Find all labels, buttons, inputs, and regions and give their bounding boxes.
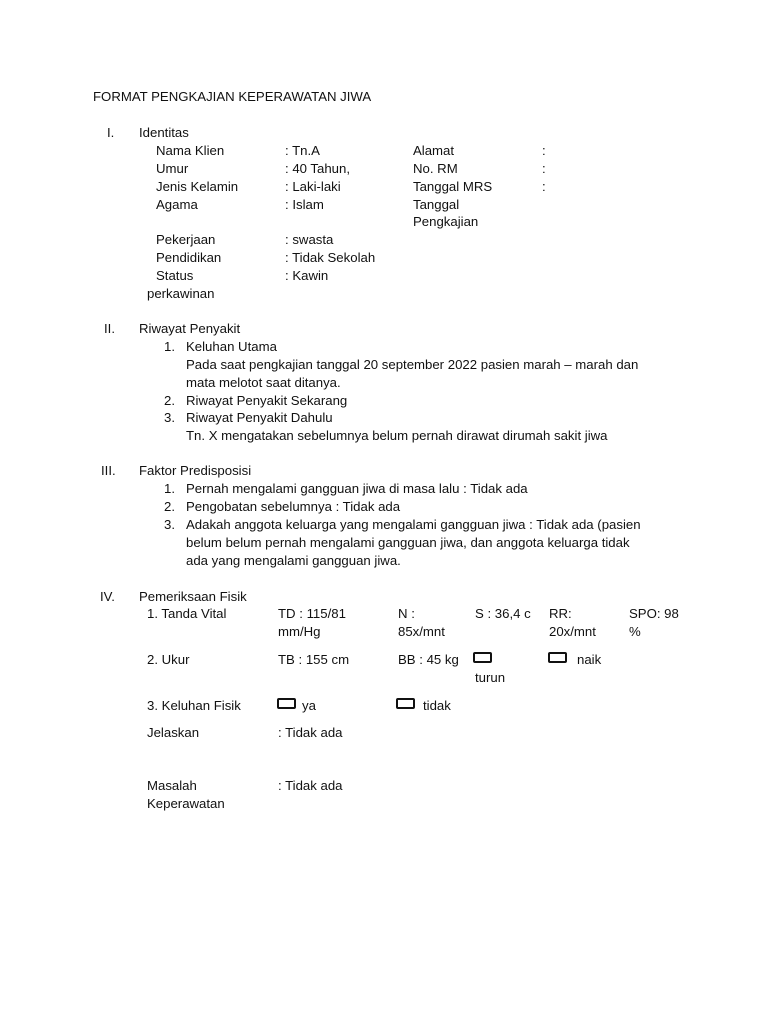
tanda-vital-label: 1. Tanda Vital [147,606,227,621]
field-label-alamat: Alamat [413,143,455,158]
rr-label: RR: [549,606,572,621]
field-value-jenis-kelamin: : Laki-laki [285,179,341,194]
tb-value: TB : 155 cm [278,652,350,667]
spo-unit: % [629,624,641,639]
field-value-pekerjaan: : swasta [285,232,334,247]
field-label-tanggal-pengkajian: Tanggal [413,197,460,212]
section-number: III. [101,463,116,478]
nadi-label: N : [398,606,415,621]
list-item-line2: belum belum pernah mengalami gangguan jiwa, dan anggota keluarga tidak [186,535,630,550]
list-number: 3. [164,410,175,425]
list-item: Pernah mengalami gangguan jiwa di masa lalu : Tidak ada [186,481,528,496]
field-label-no-rm: No. RM [413,161,458,176]
list-item-keluhan-utama: Keluhan Utama [186,339,277,354]
riwayat-dahulu-detail: Tn. X mengatakan sebelumnya belum pernah dirawat dirumah sakit jiwa [186,428,608,443]
section-number: II. [104,321,115,336]
ya-label: ya [302,698,316,713]
list-item-riwayat-sekarang: Riwayat Penyakit Sekarang [186,393,348,408]
field-label-tanggal-mrs: Tanggal MRS [413,179,493,194]
ukur-label: 2. Ukur [147,652,190,667]
turun-label: turun [475,670,506,685]
field-value-agama: : Islam [285,197,324,212]
ya-checkbox[interactable] [277,698,296,709]
field-label-nama-klien: Nama Klien [156,143,225,158]
tidak-label: tidak [423,698,451,713]
page-title: FORMAT PENGKAJIAN KEPERAWATAN JIWA [93,89,372,104]
naik-label: naik [577,652,602,667]
nadi-value: 85x/mnt [398,624,445,639]
field-label-status: Status [156,268,194,283]
list-item: Pengobatan sebelumnya : Tidak ada [186,499,401,514]
tidak-checkbox[interactable] [396,698,415,709]
masalah-label: Masalah [147,778,197,793]
field-label-agama: Agama [156,197,198,212]
section-heading: Faktor Predisposisi [139,463,252,478]
section-number: I. [107,125,115,140]
keluhan-utama-detail-line2: mata melotot saat ditanya. [186,375,341,390]
list-number: 2. [164,393,175,408]
section-heading: Riwayat Penyakit [139,321,241,336]
field-label-pekerjaan: Pekerjaan [156,232,216,247]
list-number: 1. [164,339,175,354]
masalah-value: : Tidak ada [278,778,343,793]
field-value-alamat: : [542,143,546,158]
field-value-no-rm: : [542,161,546,176]
keluhan-fisik-label: 3. Keluhan Fisik [147,698,241,713]
spo-value: SPO: 98 [629,606,679,621]
naik-checkbox[interactable] [548,652,567,663]
field-value-nama-klien: : Tn.A [285,143,320,158]
td-unit: mm/Hg [278,624,321,639]
section-heading: Pemeriksaan Fisik [139,589,247,604]
field-label-pendidikan: Pendidikan [156,250,222,265]
bb-value: BB : 45 kg [398,652,459,667]
section-number: IV. [100,589,115,604]
list-number: 3. [164,517,175,532]
suhu-value: S : 36,4 c [475,606,531,621]
field-label-jenis-kelamin: Jenis Kelamin [156,179,239,194]
list-number: 1. [164,481,175,496]
masalah-label-line2: Keperawatan [147,796,225,811]
section-heading: Identitas [139,125,189,140]
td-value: TD : 115/81 [278,606,346,621]
jelaskan-value: : Tidak ada [278,725,343,740]
field-value-pendidikan: : Tidak Sekolah [285,250,376,265]
turun-checkbox[interactable] [473,652,492,663]
rr-value: 20x/mnt [549,624,596,639]
field-value-status: : Kawin [285,268,329,283]
list-number: 2. [164,499,175,514]
field-value-umur: : 40 Tahun, [285,161,351,176]
list-item-line3: ada yang mengalami gangguan jiwa. [186,553,401,568]
field-value-tanggal-mrs: : [542,179,546,194]
jelaskan-label: Jelaskan [147,725,200,740]
keluhan-utama-detail: Pada saat pengkajian tanggal 20 september 2022 pasien marah – marah dan [186,357,639,372]
list-item: Adakah anggota keluarga yang mengalami gangguan jiwa : Tidak ada (pasien [186,517,641,532]
list-item-riwayat-dahulu: Riwayat Penyakit Dahulu [186,410,333,425]
field-label-umur: Umur [156,161,189,176]
field-label-status-line2: perkawinan [147,286,215,301]
field-label-tanggal-pengkajian-line2: Pengkajian [413,214,479,229]
